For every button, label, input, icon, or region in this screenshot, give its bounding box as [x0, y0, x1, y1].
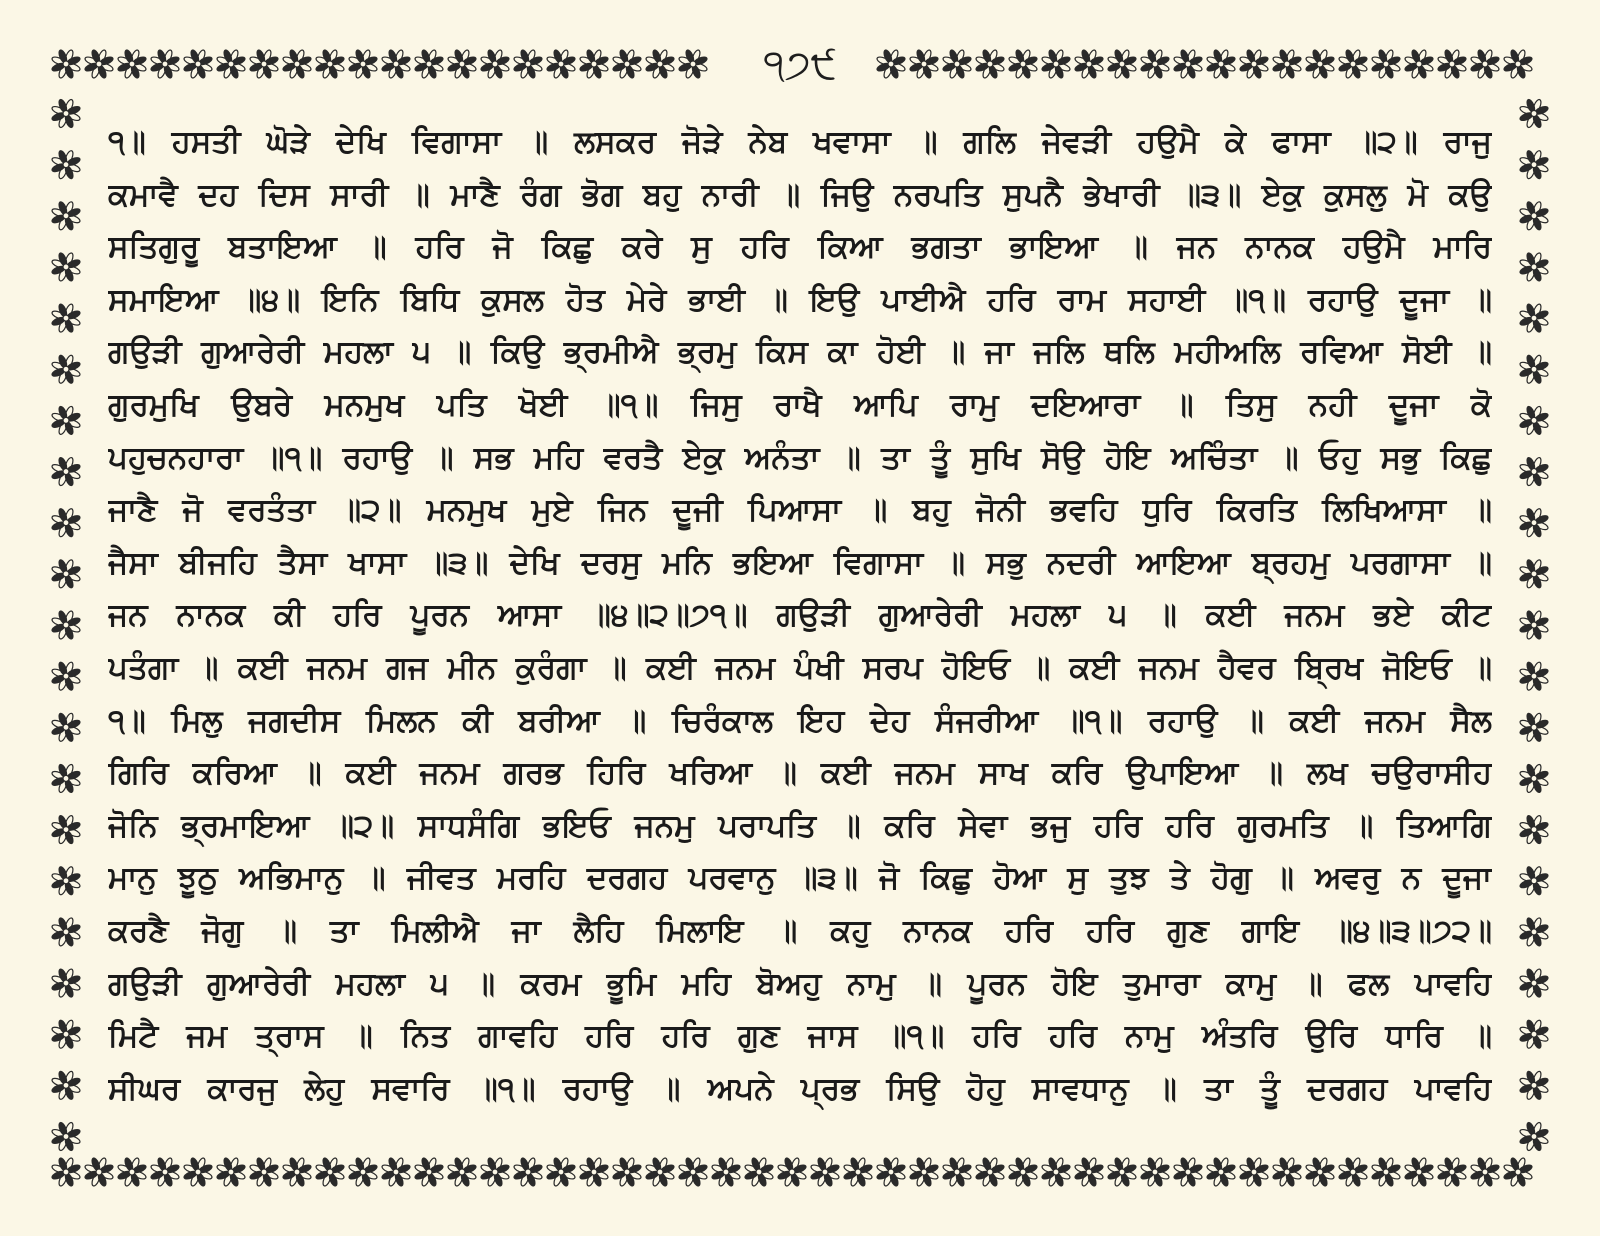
page-number: ੧੭੯ — [740, 40, 860, 90]
flower-ornament-icon — [51, 457, 81, 487]
text-line: ਸਤਿਗੁਰੂ ਬਤਾਇਆ ॥ ਹਰਿ ਜੋ ਕਿਛੁ ਕਰੇ ਸੁ ਹਰਿ ਕਿਆ ਭਗਤਾ ਭਾਇਆ ॥ ਜਨ ਨਾਨਕ ਹਉਮੈ ਮਾਰਿ — [108, 229, 1492, 266]
flower-ornament-icon — [1107, 49, 1137, 79]
flower-ornament-icon — [612, 1157, 642, 1187]
flower-ornament-icon — [51, 354, 81, 384]
flower-ornament-icon — [876, 1157, 906, 1187]
flower-ornament-icon — [1519, 98, 1549, 128]
flower-ornament-icon — [150, 1157, 180, 1187]
flower-ornament-icon — [1338, 1157, 1368, 1187]
text-line: ਜਨ ਨਾਨਕ ਕੀ ਹਰਿ ਪੂਰਨ ਆਸਾ ॥੪॥੨॥੭੧॥ ਗਉੜੀ ਗੁਆਰੇਰੀ ਮਹਲਾ ੫ ॥ ਕਈ ਜਨਮ ਭਏ ਕੀਟ — [108, 597, 1492, 634]
flower-ornament-icon — [348, 1157, 378, 1187]
flower-ornament-icon — [249, 49, 279, 79]
text-line: ਗਿਰਿ ਕਰਿਆ ॥ ਕਈ ਜਨਮ ਗਰਭ ਹਿਰਿ ਖਰਿਆ ॥ ਕਈ ਜਨਮ ਸਾਖ ਕਰਿ ਉਪਾਇਆ ॥ ਲਖ ਚਉਰਾਸੀਹ — [108, 755, 1492, 792]
flower-ornament-icon — [777, 1157, 807, 1187]
flower-ornament-icon — [1519, 610, 1549, 640]
flower-ornament-icon — [1503, 1157, 1533, 1187]
flower-ornament-icon — [1519, 508, 1549, 538]
text-line: ਜੈਸਾ ਬੀਜਹਿ ਤੈਸਾ ਖਾਸਾ ॥੩॥ ਦੇਖਿ ਦਰਸੁ ਮਨਿ ਭਇਆ ਵਿਗਾਸਾ ॥ ਸਭੁ ਨਦਰੀ ਆਇਆ ਬ੍ਰਹਮੁ ਪਰਗਾਸਾ ॥ — [108, 544, 1492, 581]
flower-ornament-icon — [678, 49, 708, 79]
flower-ornament-icon — [1503, 49, 1533, 79]
flower-ornament-icon — [1519, 968, 1549, 998]
text-line: ਮਿਟੈ ਜਮ ਤ੍ਰਾਸ ॥ ਨਿਤ ਗਾਵਹਿ ਹਰਿ ਹਰਿ ਗੁਣ ਜਾਸ ॥੧॥ ਹਰਿ ਹਰਿ ਨਾਮੁ ਅੰਤਰਿ ਉਰਿ ਧਾਰਿ ॥ — [108, 1018, 1492, 1055]
flower-ornament-icon — [51, 610, 81, 640]
flower-ornament-icon — [183, 49, 213, 79]
flower-ornament-icon — [678, 1157, 708, 1187]
flower-ornament-icon — [876, 49, 906, 79]
flower-ornament-icon — [282, 49, 312, 79]
flower-ornament-icon — [51, 150, 81, 180]
text-line: ਗਉੜੀ ਗੁਆਰੇਰੀ ਮਹਲਾ ੫ ॥ ਕਿਉ ਭ੍ਰਮੀਐ ਭ੍ਰਮੁ ਕਿਸ ਕਾ ਹੋਈ ॥ ਜਾ ਜਲਿ ਥਲਿ ਮਹੀਅਲਿ ਰਵਿਆ ਸੋਈ ॥ — [108, 334, 1492, 371]
flower-ornament-icon — [1437, 1157, 1467, 1187]
flower-ornament-icon — [51, 712, 81, 742]
flower-ornament-icon — [645, 49, 675, 79]
scripture-text — [108, 116, 1492, 1115]
text-line: ਪਹੁਚਨਹਾਰਾ ॥੧॥ ਰਹਾਉ ॥ ਸਭ ਮਹਿ ਵਰਤੈ ਏਕੁ ਅਨੰਤਾ ॥ ਤਾ ਤੂੰ ਸੁਖਿ ਸੋਉ ਹੋਇ ਅਚਿੰਤਾ ॥ ਓਹੁ ਸਭੁ ਕਿਛੁ — [108, 439, 1492, 476]
flower-ornament-icon — [381, 1157, 411, 1187]
text-line: ਕਮਾਵੈ ਦਹ ਦਿਸ ਸਾਰੀ ॥ ਮਾਣੈ ਰੰਗ ਭੋਗ ਬਹੁ ਨਾਰੀ ॥ ਜਿਉ ਨਰਪਤਿ ਸੁਪਨੈ ਭੇਖਾਰੀ ॥੩॥ ਏਕੁ ਕੁਸਲੁ ਮੋ ਕਉ — [108, 176, 1492, 213]
flower-ornament-icon — [216, 1157, 246, 1187]
flower-ornament-icon — [1206, 49, 1236, 79]
flower-ornament-icon — [51, 49, 81, 79]
flower-ornament-icon — [1519, 661, 1549, 691]
flower-ornament-icon — [1041, 49, 1071, 79]
flower-ornament-icon — [1519, 712, 1549, 742]
flower-ornament-icon — [1338, 49, 1368, 79]
flower-ornament-icon — [1404, 1157, 1434, 1187]
flower-ornament-icon — [1519, 763, 1549, 793]
flower-ornament-icon — [1305, 49, 1335, 79]
text-line: ਕਰਣੈ ਜੋਗੁ ॥ ਤਾ ਮਿਲੀਐ ਜਾ ਲੈਹਿ ਮਿਲਾਇ ॥ ਕਹੁ ਨਾਨਕ ਹਰਿ ਹਰਿ ਗੁਣ ਗਾਇ ॥੪॥੩॥੭੨॥ — [108, 912, 1492, 949]
flower-ornament-icon — [1519, 252, 1549, 282]
flower-ornament-icon — [315, 1157, 345, 1187]
flower-ornament-icon — [117, 1157, 147, 1187]
flower-ornament-icon — [1107, 1157, 1137, 1187]
flower-ornament-icon — [51, 559, 81, 589]
flower-ornament-icon — [1239, 49, 1269, 79]
flower-ornament-icon — [51, 968, 81, 998]
flower-ornament-icon — [1519, 917, 1549, 947]
flower-ornament-icon — [51, 252, 81, 282]
flower-ornament-icon — [810, 1157, 840, 1187]
flower-ornament-icon — [1519, 1019, 1549, 1049]
flower-ornament-icon — [975, 49, 1005, 79]
flower-ornament-icon — [84, 1157, 114, 1187]
text-line: ਪਤੰਗਾ ॥ ਕਈ ਜਨਮ ਗਜ ਮੀਨ ਕੁਰੰਗਾ ॥ ਕਈ ਜਨਮ ਪੰਖੀ ਸਰਪ ਹੋਇਓ ॥ ਕਈ ਜਨਮ ਹੈਵਰ ਬ੍ਰਿਖ ਜੋਇਓ ॥ — [108, 649, 1492, 686]
flower-ornament-icon — [909, 49, 939, 79]
flower-ornament-icon — [744, 1157, 774, 1187]
flower-ornament-icon — [1206, 1157, 1236, 1187]
flower-ornament-icon — [843, 1157, 873, 1187]
flower-ornament-icon — [447, 1157, 477, 1187]
flower-ornament-icon — [1239, 1157, 1269, 1187]
flower-ornament-icon — [51, 661, 81, 691]
flower-ornament-icon — [216, 49, 246, 79]
flower-ornament-icon — [579, 49, 609, 79]
flower-ornament-icon — [975, 1157, 1005, 1187]
flower-ornament-icon — [1305, 1157, 1335, 1187]
flower-ornament-icon — [1173, 1157, 1203, 1187]
flower-ornament-icon — [51, 763, 81, 793]
flower-ornament-icon — [1470, 1157, 1500, 1187]
flower-ornament-icon — [1519, 150, 1549, 180]
flower-ornament-icon — [1140, 49, 1170, 79]
flower-ornament-icon — [348, 49, 378, 79]
text-line: ੧॥ ਹਸਤੀ ਘੋੜੇ ਦੇਖਿ ਵਿਗਾਸਾ ॥ ਲਸਕਰ ਜੋੜੇ ਨੇਬ ਖਵਾਸਾ ॥ ਗਲਿ ਜੇਵੜੀ ਹਉਮੈ ਕੇ ਫਾਸਾ ॥੨॥ ਰਾਜੁ — [108, 124, 1492, 160]
flower-ornament-icon — [1519, 457, 1549, 487]
flower-ornament-icon — [942, 1157, 972, 1187]
flower-ornament-icon — [51, 405, 81, 435]
flower-ornament-icon — [1519, 201, 1549, 231]
flower-ornament-icon — [117, 49, 147, 79]
flower-ornament-icon — [1140, 1157, 1170, 1187]
flower-ornament-icon — [381, 49, 411, 79]
text-line: ਗੁਰਮੁਖਿ ਉਬਰੇ ਮਨਮੁਖ ਪਤਿ ਖੋਈ ॥੧॥ ਜਿਸੁ ਰਾਖੈ ਆਪਿ ਰਾਮੁ ਦਇਆਰਾ ॥ ਤਿਸੁ ਨਹੀ ਦੂਜਾ ਕੋ — [108, 386, 1492, 423]
flower-ornament-icon — [51, 98, 81, 128]
flower-ornament-icon — [51, 1157, 81, 1187]
flower-ornament-icon — [1470, 49, 1500, 79]
text-line: ਜੋਨਿ ਭ੍ਰਮਾਇਆ ॥੨॥ ਸਾਧਸੰਗਿ ਭਇਓ ਜਨਮੁ ਪਰਾਪਤਿ ॥ ਕਰਿ ਸੇਵਾ ਭਜੁ ਹਰਿ ਹਰਿ ਗੁਰਮਤਿ ॥ ਤਿਆਗਿ — [108, 807, 1492, 844]
flower-ornament-icon — [1173, 49, 1203, 79]
flower-ornament-icon — [480, 1157, 510, 1187]
flower-ornament-icon — [51, 508, 81, 538]
flower-ornament-icon — [249, 1157, 279, 1187]
text-line: ੧॥ ਮਿਲੁ ਜਗਦੀਸ ਮਿਲਨ ਕੀ ਬਰੀਆ ॥ ਚਿਰੰਕਾਲ ਇਹ ਦੇਹ ਸੰਜਰੀਆ ॥੧॥ ਰਹਾਉ ॥ ਕਈ ਜਨਮ ਸੈਲ — [108, 702, 1492, 739]
flower-ornament-icon — [282, 1157, 312, 1187]
flower-ornament-icon — [1519, 303, 1549, 333]
text-line: ਜਾਣੈ ਜੋ ਵਰਤੰਤਾ ॥੨॥ ਮਨਮੁਖ ਮੁਏ ਜਿਨ ਦੂਜੀ ਪਿਆਸਾ ॥ ਬਹੁ ਜੋਨੀ ਭਵਹਿ ਧੁਰਿ ਕਿਰਤਿ ਲਿਖਿਆਸਾ ॥ — [108, 492, 1492, 529]
flower-ornament-icon — [51, 866, 81, 896]
flower-ornament-icon — [183, 1157, 213, 1187]
flower-ornament-icon — [51, 1019, 81, 1049]
flower-ornament-icon — [546, 1157, 576, 1187]
flower-ornament-icon — [1041, 1157, 1071, 1187]
flower-ornament-icon — [315, 49, 345, 79]
flower-ornament-icon — [1519, 815, 1549, 845]
flower-ornament-icon — [1272, 1157, 1302, 1187]
flower-ornament-icon — [513, 1157, 543, 1187]
flower-ornament-icon — [51, 201, 81, 231]
text-line: ਸਮਾਇਆ ॥੪॥ ਇਨਿ ਬਿਧਿ ਕੁਸਲ ਹੋਤ ਮੇਰੇ ਭਾਈ ॥ ਇਉ ਪਾਈਐ ਹਰਿ ਰਾਮ ਸਹਾਈ ॥੧॥ ਰਹਾਉ ਦੂਜਾ ॥ — [108, 281, 1492, 318]
flower-ornament-icon — [909, 1157, 939, 1187]
flower-ornament-icon — [1519, 559, 1549, 589]
flower-ornament-icon — [1371, 49, 1401, 79]
flower-ornament-icon — [645, 1157, 675, 1187]
flower-ornament-icon — [51, 1121, 81, 1151]
flower-ornament-icon — [51, 815, 81, 845]
flower-ornament-icon — [51, 917, 81, 947]
flower-ornament-icon — [942, 49, 972, 79]
flower-ornament-icon — [711, 1157, 741, 1187]
flower-ornament-icon — [1519, 354, 1549, 384]
flower-ornament-icon — [414, 49, 444, 79]
flower-ornament-icon — [1519, 866, 1549, 896]
flower-ornament-icon — [546, 49, 576, 79]
flower-ornament-icon — [51, 1070, 81, 1100]
flower-ornament-icon — [414, 1157, 444, 1187]
flower-ornament-icon — [1519, 405, 1549, 435]
flower-ornament-icon — [612, 49, 642, 79]
flower-ornament-icon — [1437, 49, 1467, 79]
flower-ornament-icon — [51, 303, 81, 333]
flower-ornament-icon — [84, 49, 114, 79]
flower-ornament-icon — [480, 49, 510, 79]
text-line: ਗਉੜੀ ਗੁਆਰੇਰੀ ਮਹਲਾ ੫ ॥ ਕਰਮ ਭੂਮਿ ਮਹਿ ਬੋਅਹੁ ਨਾਮੁ ॥ ਪੂਰਨ ਹੋਇ ਤੁਮਾਰਾ ਕਾਮੁ ॥ ਫਲ ਪਾਵਹਿ — [108, 965, 1492, 1002]
flower-ornament-icon — [1519, 1121, 1549, 1151]
flower-ornament-icon — [1519, 1070, 1549, 1100]
text-line: ਸੀਘਰ ਕਾਰਜੁ ਲੇਹੁ ਸਵਾਰਿ ॥੧॥ ਰਹਾਉ ॥ ਅਪਨੇ ਪ੍ਰਭ ਸਿਉ ਹੋਹੁ ਸਾਵਧਾਨੁ ॥ ਤਾ ਤੂੰ ਦਰਗਹ ਪਾਵਹਿ — [108, 1070, 1492, 1107]
flower-ornament-icon — [1008, 49, 1038, 79]
flower-ornament-icon — [1074, 1157, 1104, 1187]
flower-ornament-icon — [579, 1157, 609, 1187]
flower-ornament-icon — [1272, 49, 1302, 79]
flower-ornament-icon — [1371, 1157, 1401, 1187]
flower-ornament-icon — [150, 49, 180, 79]
flower-ornament-icon — [1074, 49, 1104, 79]
text-line: ਮਾਨੁ ਝੂਠੁ ਅਭਿਮਾਨੁ ॥ ਜੀਵਤ ਮਰਹਿ ਦਰਗਹ ਪਰਵਾਨੁ ॥੩॥ ਜੋ ਕਿਛੁ ਹੋਆ ਸੁ ਤੁਝ ਤੇ ਹੋਗੁ ॥ ਅਵਰੁ ਨ ਦੂਜਾ — [108, 860, 1492, 897]
flower-ornament-icon — [513, 49, 543, 79]
flower-ornament-icon — [1008, 1157, 1038, 1187]
flower-ornament-icon — [1404, 49, 1434, 79]
flower-ornament-icon — [447, 49, 477, 79]
